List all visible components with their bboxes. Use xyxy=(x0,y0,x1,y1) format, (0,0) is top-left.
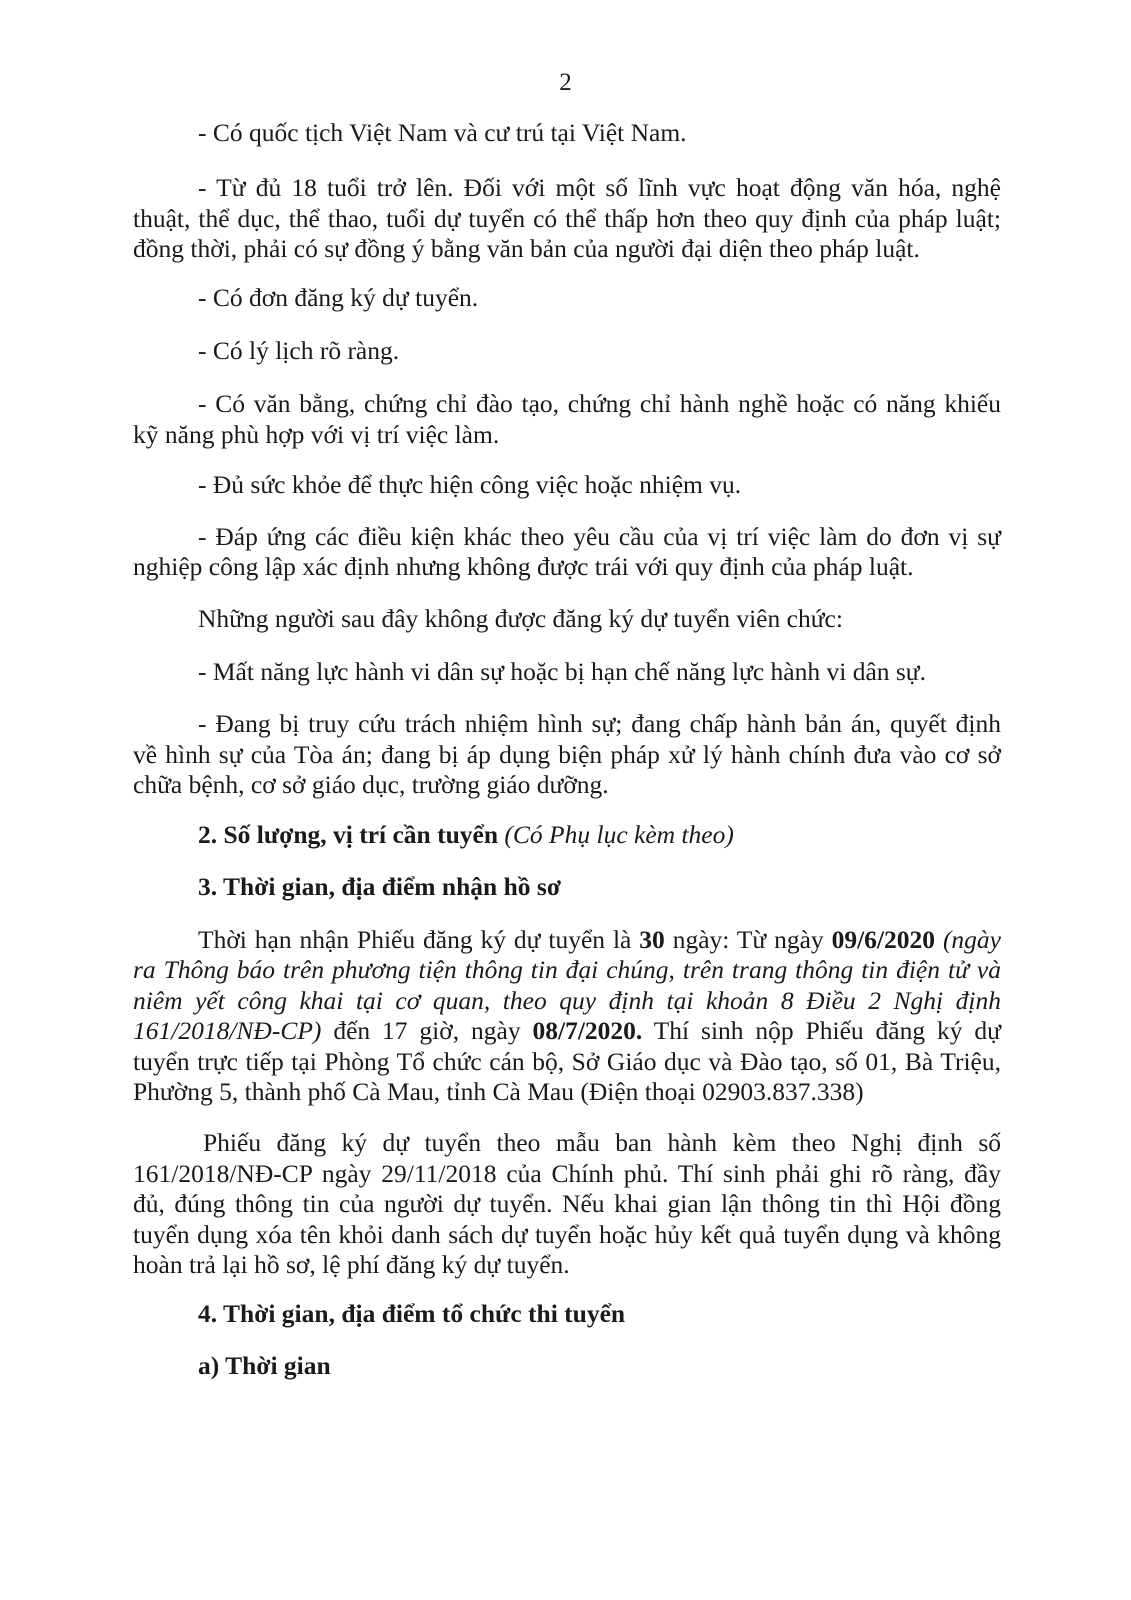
text-line: đủ, đúng thông tin của người dự tuyển. Nếu khai gian lận thông tin thì Hội đồng xyxy=(133,1189,1001,1218)
text-line: Phiếu đăng ký dự tuyển theo mẫu ban hành kèm theo Nghị định số xyxy=(203,1128,1001,1157)
text-line: Thời hạn nhận Phiếu đăng ký dự tuyển là 30 ngày: Từ ngày 09/6/2020 (ngày xyxy=(198,925,1001,954)
section-heading: 2. Số lượng, vị trí cần tuyển (Có Phụ lục kèm theo) xyxy=(198,820,734,849)
text-line: - Mất năng lực hành vi dân sự hoặc bị hạn chế năng lực hành vi dân sự. xyxy=(198,657,927,686)
text-line: - Đang bị truy cứu trách nhiệm hình sự; đang chấp hành bản án, quyết định xyxy=(198,709,1001,738)
text-line: - Có đơn đăng ký dự tuyển. xyxy=(198,283,479,312)
text-line: tuyển trực tiếp tại Phòng Tổ chức cán bộ, Sở Giáo dục và Đào tạo, số 01, Bà Triệu, xyxy=(133,1047,1001,1076)
text-line: hoàn trả lại hồ sơ, lệ phí đăng ký dự tuyển. xyxy=(133,1250,570,1279)
text-line: - Đủ sức khỏe để thực hiện công việc hoặc nhiệm vụ. xyxy=(198,470,742,499)
text-line: - Có quốc tịch Việt Nam và cư trú tại Việt Nam. xyxy=(198,118,687,147)
page-number: 2 xyxy=(559,69,572,96)
text-line: đồng thời, phải có sự đồng ý bằng văn bản của người đại diện theo pháp luật. xyxy=(133,234,920,263)
text-line: 161/2018/NĐ-CP ngày 29/11/2018 của Chính phủ. Thí sinh phải ghi rõ ràng, đầy xyxy=(133,1159,1001,1188)
text-line: về hình sự của Tòa án; đang bị áp dụng biện pháp xử lý hành chính đưa vào cơ sở xyxy=(133,740,1001,769)
text-line: Những người sau đây không được đăng ký dự tuyển viên chức: xyxy=(198,604,843,633)
text-line: tuyển dụng xóa tên khỏi danh sách dự tuyển hoặc hủy kết quả tuyển dụng và không xyxy=(133,1220,1001,1249)
text-line: ra Thông báo trên phương tiện thông tin đại chúng, trên trang thông tin điện tử và xyxy=(133,955,1001,984)
text-line: 161/2018/NĐ-CP) đến 17 giờ, ngày 08/7/2020. Thí sinh nộp Phiếu đăng ký dự xyxy=(133,1016,1001,1045)
text-line: - Từ đủ 18 tuổi trở lên. Đối với một số lĩnh vực hoạt động văn hóa, nghệ xyxy=(198,173,1001,202)
text-line: - Có lý lịch rõ ràng. xyxy=(198,336,400,365)
text-line: Phường 5, thành phố Cà Mau, tỉnh Cà Mau (Điện thoại 02903.837.338) xyxy=(133,1077,864,1106)
text-line: chữa bệnh, cơ sở giáo dục, trường giáo dưỡng. xyxy=(133,770,609,799)
subsection-heading: a) Thời gian xyxy=(198,1351,331,1380)
section-heading: 4. Thời gian, địa điểm tổ chức thi tuyển xyxy=(198,1299,626,1328)
text-line: kỹ năng phù hợp với vị trí việc làm. xyxy=(133,420,500,449)
text-line: nghiệp công lập xác định nhưng không được trái với quy định của pháp luật. xyxy=(133,552,914,581)
text-line: thuật, thể dục, thể thao, tuổi dự tuyển có thể thấp hơn theo quy định của pháp luật; xyxy=(133,204,1001,233)
text-line: - Đáp ứng các điều kiện khác theo yêu cầu của vị trí việc làm do đơn vị sự xyxy=(198,522,1001,551)
section-heading: 3. Thời gian, địa điểm nhận hồ sơ xyxy=(198,872,561,901)
text-line: - Có văn bằng, chứng chỉ đào tạo, chứng chỉ hành nghề hoặc có năng khiếu xyxy=(198,389,1001,418)
text-line: niêm yết công khai tại cơ quan, theo quy định tại khoản 8 Điều 2 Nghị định xyxy=(133,986,1001,1015)
